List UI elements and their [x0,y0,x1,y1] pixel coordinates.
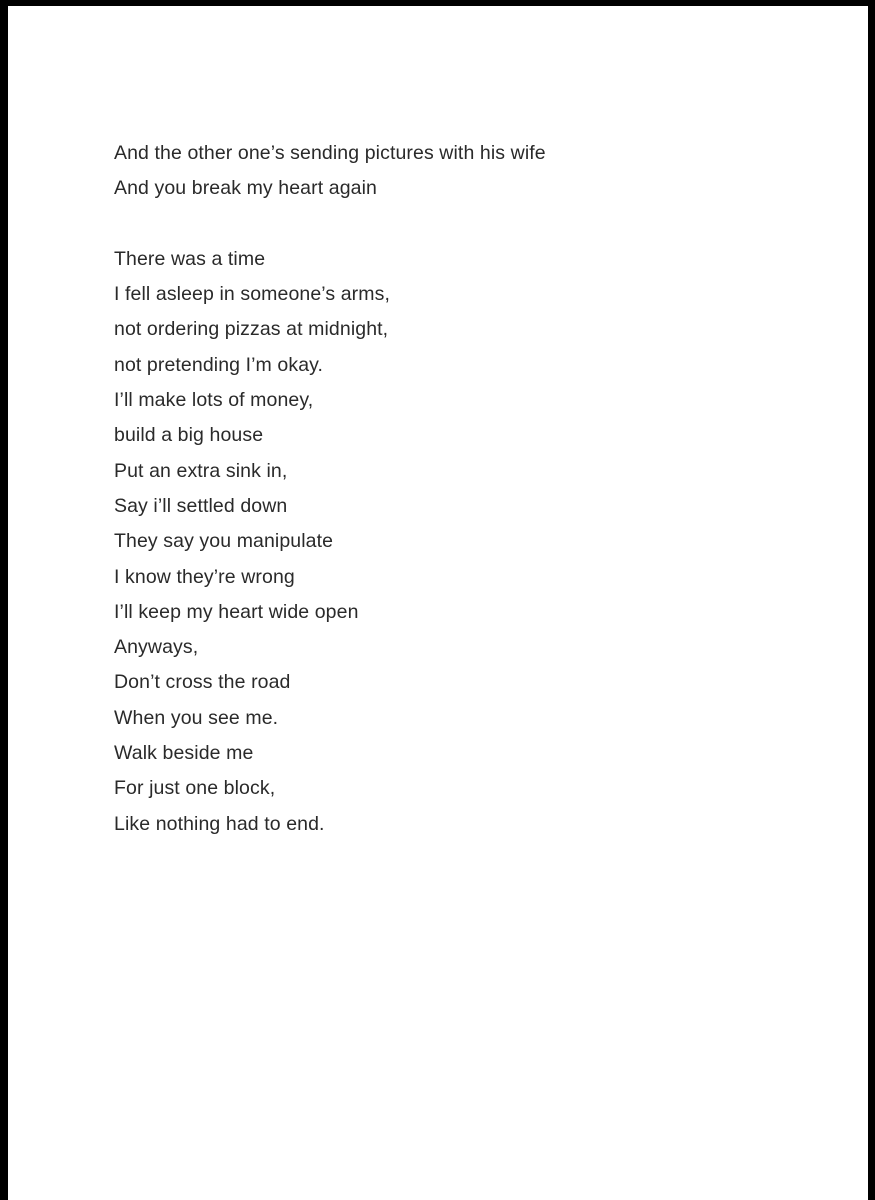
poem-line: I know they’re wrong [114,565,295,588]
poem-line: For just one block, [114,777,276,800]
poem-line: Say i’ll settled down [114,494,288,517]
stanza-break [114,207,814,242]
poem-line: not pretending I’m okay. [114,353,324,376]
poem-line: I’ll make lots of money, [114,389,314,412]
poem-line: There was a time [114,247,266,270]
poem-line: Put an extra sink in, [114,459,288,482]
poem-line: build a big house [114,424,264,447]
poem-line: Like nothing had to end. [114,812,325,835]
poem-line: Anyways, [114,636,199,659]
poem-line: And you break my heart again [114,177,377,200]
poem-line: Walk beside me [114,742,254,765]
poem-text [114,136,814,842]
poem-line: Don’t cross the road [114,671,291,694]
poem-line: I’ll keep my heart wide open [114,600,359,623]
poem-line: They say you manipulate [114,530,334,553]
poem-line: And the other one’s sending pictures with his wife [114,142,546,164]
document-page [8,6,868,1200]
poem-line: When you see me. [114,706,279,729]
poem-line: I fell asleep in someone’s arms, [114,283,390,306]
poem-line: not ordering pizzas at midnight, [114,318,389,341]
